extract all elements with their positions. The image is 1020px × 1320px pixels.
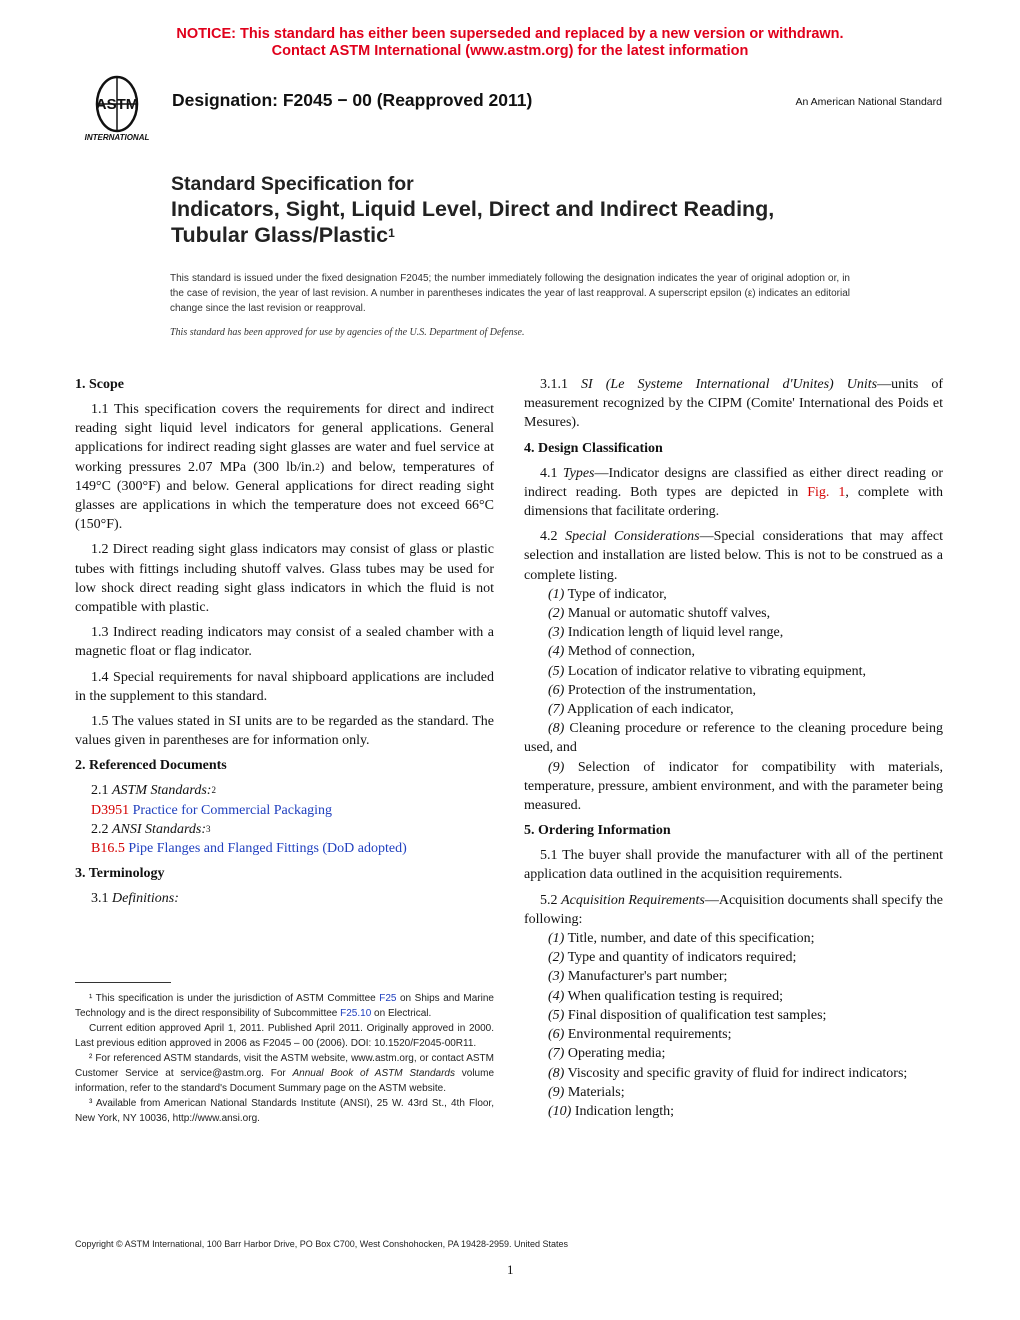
left-column — [75, 375, 494, 908]
design-consideration-item-text: Cleaning procedure or reference to the cleaning procedure being used, and — [524, 721, 943, 756]
designation: Designation: F2045 − 00 (Reapproved 2011) — [172, 90, 533, 110]
para-5-1: 5.1 The buyer shall provide the manufacturer with all of the pertinent application data outlined in the acquisition requirements. — [524, 848, 943, 883]
acquisition-requirement-item-number: (3) — [548, 969, 565, 985]
ref-d3951-link[interactable] — [75, 801, 494, 820]
astm-standards-sup: 2 — [211, 785, 216, 796]
astm-standards-num: 2.1 — [91, 783, 112, 799]
acquisition-requirement-item-text: Manufacturer's part number; — [564, 969, 728, 985]
footnote-1-c: on Electrical. — [371, 1008, 432, 1019]
section-heading-scope: 1. Scope — [75, 377, 124, 392]
acquisition-requirement-item-text: Materials; — [564, 1084, 625, 1100]
para-1-5: 1.5 The values stated in SI units are to be regarded as the standard. The values given in parentheses are for information only. — [75, 714, 494, 749]
fig-1-link[interactable]: Fig. 1 — [807, 484, 846, 500]
para-1-1 — [75, 400, 494, 534]
title-line-2: Indicators, Sight, Liquid Level, Direct and Indirect Reading, — [171, 197, 775, 221]
acquisition-requirement-item — [524, 1083, 943, 1102]
acquisition-requirement-item-number: (9) — [548, 1084, 565, 1100]
design-consideration-item-number: (1) — [548, 586, 565, 602]
para-5-2-text: —Acquisition documents shall specify the following: — [524, 892, 944, 927]
ansi-standards-sup: 3 — [205, 823, 211, 834]
design-consideration-item-number: (7) — [548, 702, 565, 718]
design-consideration-item-text: Manual or automatic shutoff valves, — [564, 606, 771, 622]
design-consideration-item-text: Protection of the instrumentation, — [564, 682, 757, 698]
section-heading-terminology: 3. Terminology — [75, 866, 165, 882]
acquisition-requirement-item-number: (5) — [548, 1007, 565, 1023]
para-1-3: 1.3 Indirect reading indicators may consist of a sealed chamber with a magnetic float or flag indicator. — [75, 625, 494, 660]
design-consideration-item — [524, 642, 943, 661]
page-number: 1 — [507, 1262, 514, 1277]
design-consideration-item — [524, 719, 943, 757]
footnote-1-a: ¹ This specification is under the jurisdiction of ASTM Committee — [89, 993, 380, 1004]
acquisition-requirement-item-number: (6) — [548, 1027, 565, 1043]
design-consideration-item — [524, 604, 943, 623]
acquisition-requirement-item — [524, 967, 943, 986]
acquisition-requirement-item — [524, 987, 943, 1006]
design-consideration-item-number: (5) — [548, 663, 565, 679]
acquisition-requirement-item-text: Final disposition of qualification test samples; — [564, 1007, 827, 1023]
design-consideration-item — [524, 681, 943, 700]
notice-line-1: NOTICE: This standard has either been superseded and replaced by a new version or withdrawn. — [176, 26, 844, 42]
footnote-1-b: on Ships and Marine Technology and is the direct responsibility of Subcommittee — [75, 993, 494, 1019]
para-3-1-1-num: 3.1.1 — [540, 377, 582, 392]
acquisition-requirement-item-text: Environmental requirements; — [564, 1027, 732, 1043]
design-considerations-list — [524, 585, 943, 815]
para-1-2: 1.2 Direct reading sight glass indicators may consist of glass or plastic tubes with fittings including shutoff valves. Glass tubes may be used for low shock direct reading sight glass indicators in which the fluid is not compatible with plastic. — [75, 542, 494, 616]
title-footnote-mark: 1 — [388, 226, 395, 240]
para-3-1-1-italic: SI (Le Systeme International d'Unites) Units — [581, 377, 878, 392]
document-title — [171, 172, 774, 248]
acquisition-requirement-item — [524, 1044, 943, 1063]
acquisition-requirements-list — [524, 929, 943, 1121]
definitions-italic: Definitions: — [112, 891, 179, 907]
para-4-1-num: 4.1 — [540, 465, 563, 481]
design-consideration-item-number: (9) — [548, 759, 565, 775]
ref-d3951-code[interactable]: D3951 — [91, 802, 130, 818]
design-consideration-item — [524, 700, 943, 719]
footnote-2-italic: Annual Book of ASTM Standards — [292, 1068, 455, 1079]
design-consideration-item-number: (3) — [548, 625, 565, 641]
acquisition-requirement-item-text: Viscosity and specific gravity of fluid for indirect indicators; — [564, 1065, 908, 1081]
astm-standards-italic: ASTM Standards: — [112, 783, 212, 799]
design-consideration-item-number: (2) — [548, 606, 565, 622]
acquisition-requirement-item — [524, 948, 943, 967]
title-line-1: Standard Specification for — [171, 173, 414, 195]
logo-subtext: INTERNATIONAL — [84, 133, 150, 142]
para-4-2-italic: Special Considerations — [565, 529, 700, 545]
withdrawal-notice — [0, 26, 1020, 60]
title-line-3-text: Tubular Glass/Plastic — [171, 223, 389, 247]
acquisition-requirement-item — [524, 1064, 943, 1083]
acquisition-requirement-item-text: Indication length; — [571, 1103, 674, 1119]
footnote-rule — [75, 982, 171, 983]
footnote-2-a: ² For referenced ASTM standards, visit the ASTM website, www.astm.org, or contact ASTM Customer Service at service@astm.org. For — [75, 1053, 494, 1079]
footnote-2-b: volume information, refer to the standard's Document Summary page on the ASTM website. — [75, 1068, 494, 1094]
acquisition-requirement-item — [524, 929, 943, 948]
ref-b165-link[interactable] — [75, 839, 494, 858]
footnote-edition: Current edition approved April 1, 2011. Published April 2011. Originally approved in 2000. Last previous edition approved in 2006 as F2045 – 00 (2006). DOI: 10.1520/F2045-00R11. — [75, 1023, 494, 1049]
design-consideration-item-text: Application of each indicator, — [564, 702, 734, 718]
design-consideration-item-text: Type of indicator, — [564, 586, 667, 602]
design-consideration-item-number: (8) — [548, 721, 565, 737]
para-4-2-num: 4.2 — [540, 529, 566, 545]
para-1-1-a: 1.1 This specification covers the requirements for direct and indirect reading sight liquid level indicators for general applications. General applications for indirect reading sight glasses are water and fuel service at working pressures 2.07 MPa (300 lb/in. — [75, 402, 494, 475]
design-consideration-item-text: Method of connection, — [564, 644, 695, 660]
acquisition-requirement-item — [524, 1025, 943, 1044]
ansi-standards-label — [75, 820, 494, 839]
design-consideration-item — [524, 623, 943, 642]
section-heading-design-classification: 4. Design Classification — [524, 440, 663, 456]
copyright: Copyright © ASTM International, 100 Barr Harbor Drive, PO Box C700, West Conshohocken, PA 19428-2959. United States — [75, 1239, 569, 1249]
para-5-2-num: 5.2 — [540, 892, 562, 908]
para-1-4: 1.4 Special requirements for naval shipboard applications are included in the supplement to this standard. — [75, 669, 494, 704]
design-consideration-item — [524, 758, 943, 816]
para-5-2 — [524, 891, 943, 929]
acquisition-requirement-item — [524, 1006, 943, 1025]
acquisition-requirement-item-number: (2) — [548, 950, 565, 966]
footnote-1-link-f25[interactable]: F25 — [379, 993, 397, 1004]
design-consideration-item-text: Selection of indicator for compatibility with materials, temperature, pressure, ambient environment, and with the parameter being measured. — [524, 759, 943, 814]
design-consideration-item — [524, 662, 943, 681]
footnote-2 — [75, 1051, 494, 1096]
acquisition-requirement-item-number: (7) — [548, 1046, 565, 1062]
para-5-2-italic: Acquisition Requirements — [561, 892, 705, 908]
design-consideration-item-number: (6) — [548, 682, 565, 698]
astm-logo — [74, 74, 160, 144]
ref-b165-code[interactable]: B16.5 — [91, 841, 125, 857]
ref-b165-title[interactable]: Pipe Flanges and Flanged Fittings (DoD adopted) — [124, 841, 407, 857]
para-4-1-italic: Types — [562, 465, 595, 481]
para-1-1-b: ) and below, temperatures of 149°C (300°F) and below. General applications for direct reading sight glasses are applications in which the temperature does not exceed 66°C (150°F). — [75, 459, 495, 533]
issuance-statement: This standard is issued under the fixed designation F2045; the number immediately following the designation indicates the year of original adoption or, in the case of revision, the year of last revision. A number in parentheses indicates the year of last reapproval. A superscript epsilon (ε) indicates an editorial change since the last revision or reapproval. — [170, 273, 850, 314]
ansi-standards-num: 2.2 — [91, 821, 112, 837]
acquisition-requirement-item-number: (10) — [548, 1103, 572, 1119]
acquisition-requirement-item-number: (8) — [548, 1065, 565, 1081]
design-consideration-item-text: Location of indicator relative to vibrating equipment, — [564, 663, 867, 679]
para-4-1-text-a: —Indicator designs are classified as either direct reading or indirect reading. Both types are depicted in — [524, 465, 943, 500]
para-4-2-text: —Special considerations that may affect selection and installation are listed below. This is not to be construed as a complete listing. — [524, 529, 943, 583]
footnote-1 — [75, 991, 494, 1021]
design-consideration-item — [524, 585, 943, 604]
acquisition-requirement-item-text: Type and quantity of indicators required; — [564, 950, 797, 966]
ref-d3951-title[interactable]: Practice for Commercial Packaging — [129, 802, 333, 818]
definitions-num: 3.1 — [91, 891, 112, 907]
footnote-3: ³ Available from American National Standards Institute (ANSI), 25 W. 43rd St., 4th Floor, New York, NY 10036, http://www.ansi.org. — [75, 1098, 494, 1124]
title-line-3 — [171, 222, 774, 248]
footnote-1-link-f25-10[interactable]: F25.10 — [340, 1008, 372, 1019]
design-consideration-item-text: Indication length of liquid level range, — [564, 625, 784, 641]
notice-line-2: Contact ASTM International (www.astm.org) for the latest information — [271, 43, 749, 59]
section-heading-ordering-information: 5. Ordering Information — [524, 823, 671, 839]
acquisition-requirement-item-text: Title, number, and date of this specification; — [564, 931, 815, 947]
dod-approval-statement: This standard has been approved for use by agencies of the U.S. Department of Defense. — [170, 327, 525, 338]
para-4-1-text-b: , complete with dimensions that facilitate ordering. — [524, 484, 943, 520]
para-4-1 — [524, 464, 943, 522]
astm-standards-label — [75, 781, 494, 800]
para-4-2 — [524, 527, 943, 585]
para-3-1-1-text: —units of measurement recognized by the CIPM (Comite' International des Poids et Mesures). — [524, 377, 944, 431]
logo-text: ASTM — [95, 96, 139, 113]
para-1-1-sup: 2 — [315, 461, 320, 472]
definitions-label — [75, 889, 494, 908]
ansi-standards-italic: ANSI Standards: — [112, 821, 206, 837]
footnotes — [75, 991, 494, 1126]
acquisition-requirement-item-text: When qualification testing is required; — [564, 988, 783, 1004]
acquisition-requirement-item-number: (1) — [548, 931, 565, 947]
para-3-1-1 — [524, 375, 943, 433]
acquisition-requirement-item-text: Operating media; — [564, 1046, 666, 1062]
acquisition-requirement-item — [524, 1102, 943, 1121]
design-consideration-item-number: (4) — [548, 644, 565, 660]
acquisition-requirement-item-number: (4) — [548, 988, 565, 1004]
section-heading-referenced-documents: 2. Referenced Documents — [75, 758, 227, 774]
american-national-standard-label: An American National Standard — [795, 96, 942, 108]
right-column — [524, 375, 943, 1121]
